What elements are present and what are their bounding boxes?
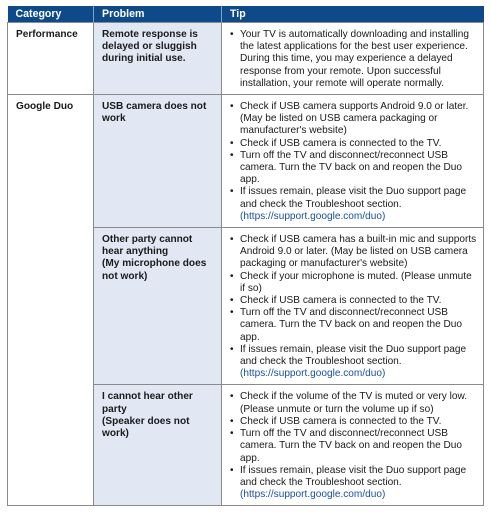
table-row (8, 95, 484, 228)
tip-item: • Check if USB camera is connected to the TV. (230, 295, 477, 307)
header-problem: Problem (94, 6, 222, 23)
tip-item: • Turn off the TV and disconnect/reconnect USB camera. Turn the TV back on and reopen the Duo app. (230, 150, 477, 187)
tip-cell (222, 228, 484, 385)
duo-support-link[interactable]: (https://support.google.com/duo) (240, 489, 386, 501)
tip-item: • Check if USB camera has a built-in mic and supports Android 9.0 or later. (May be listed on USB camera packaging or manufacturer's website) (230, 234, 477, 271)
tip-item: • Turn off the TV and disconnect/reconnect USB camera. Turn the TV back on and reopen the Duo app. (230, 428, 477, 465)
category-cell: Google Duo (8, 95, 94, 506)
tip-item-text: If issues remain, please visit the Duo support page and check the Troubleshoot section. (240, 464, 467, 488)
duo-support-link[interactable]: (https://support.google.com/duo) (240, 210, 386, 222)
category-cell: Performance (8, 23, 94, 95)
tip-item: • Your TV is automatically downloading and installing the latest applications for the best user experience. During this time, you may experience a delayed response from your remote. Upon successful installation, your remote will operate normally. (230, 29, 477, 90)
problem-text: I cannot hear other party (Speaker does not work) (102, 391, 193, 440)
tip-item-text: If issues remain, please visit the Duo support page and check the Troubleshoot section. (240, 186, 467, 210)
table-row (8, 23, 484, 95)
problem-cell (94, 228, 222, 385)
tip-item (230, 186, 477, 223)
tip-item: • Check if USB camera supports Android 9.0 or later. (May be listed on USB camera packaging or manufacturer's website) (230, 101, 477, 138)
tip-item-text: If issues remain, please visit the Duo support page and check the Troubleshoot section. (240, 343, 467, 368)
header-category: Category (8, 6, 94, 23)
tip-item (230, 344, 477, 381)
tip-item: • Check if your microphone is muted. (Please unmute if so) (230, 271, 477, 295)
header-tip: Tip (222, 6, 484, 23)
problem-cell: USB camera does not work (94, 95, 222, 228)
table-header-row (8, 6, 484, 23)
tip-item: • Turn off the TV and disconnect/reconnect USB camera. Turn the TV back on and reopen the Duo app. (230, 307, 477, 344)
tip-item: • Check if USB camera is connected to the TV. (230, 416, 477, 428)
duo-support-link[interactable]: (https://support.google.com/duo) (240, 368, 386, 380)
tip-cell (222, 95, 484, 228)
problem-text: Other party cannot hear anything (My microphone does not work) (102, 234, 207, 282)
tip-cell (222, 23, 484, 95)
problem-cell (94, 385, 222, 506)
tip-item: • Check if the volume of the TV is muted or very low. (Please unmute or turn the volume up if so) (230, 391, 477, 415)
tip-cell (222, 385, 484, 506)
troubleshooting-table (7, 6, 484, 506)
problem-cell: Remote response is delayed or sluggish during initial use. (94, 23, 222, 95)
tip-item (230, 465, 477, 502)
tip-item: • Check if USB camera is connected to the TV. (230, 138, 477, 150)
